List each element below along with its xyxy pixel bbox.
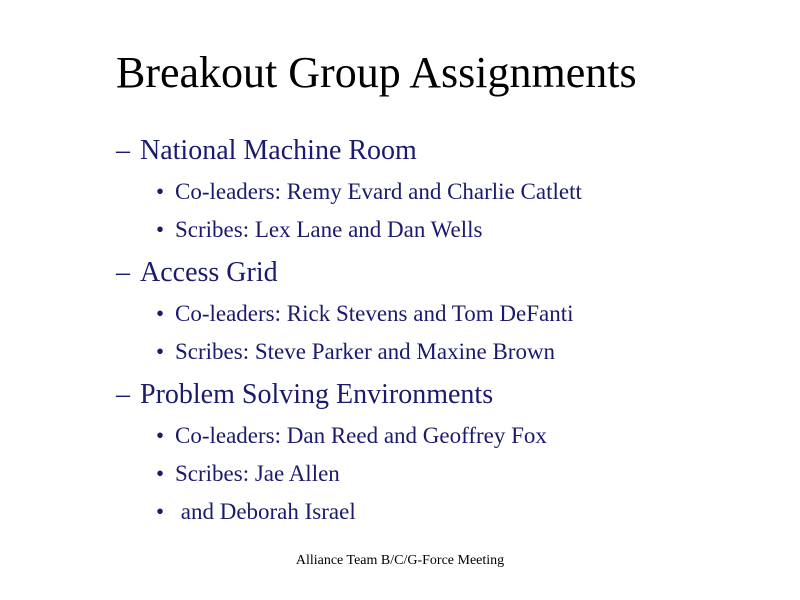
section-heading-label: Problem Solving Environments: [140, 379, 494, 410]
section-heading-access-grid: [116, 256, 278, 290]
list-item: [156, 498, 356, 526]
list-item: [156, 422, 547, 450]
section-heading-problem-solving-environments: [116, 378, 493, 412]
section-heading-label: Access Grid: [140, 257, 278, 288]
dash-marker: –: [116, 135, 130, 166]
list-item-text: Scribes: Lex Lane and Dan Wells: [175, 217, 483, 242]
bullet-marker: •: [156, 423, 165, 448]
bullet-marker: •: [156, 339, 165, 364]
list-item-text: Co-leaders: Rick Stevens and Tom DeFanti: [175, 301, 574, 326]
list-item: [156, 300, 573, 328]
list-item-text: Co-leaders: Remy Evard and Charlie Catlett: [175, 179, 582, 204]
dash-marker: –: [116, 379, 130, 410]
bullet-marker: •: [156, 217, 165, 242]
list-item: [156, 460, 340, 488]
slide-footer: Alliance Team B/C/G-Force Meeting: [295, 553, 505, 568]
slide-title: Breakout Group Assignments: [116, 48, 637, 97]
dash-marker: –: [116, 257, 130, 288]
bullet-marker: •: [156, 461, 165, 486]
list-item: [156, 338, 555, 366]
list-item: [156, 178, 582, 206]
list-item-text: Scribes: Jae Allen: [175, 461, 340, 486]
bullet-marker: •: [156, 179, 165, 204]
list-item-text: Co-leaders: Dan Reed and Geoffrey Fox: [175, 423, 547, 448]
bullet-marker: •: [156, 301, 165, 326]
section-heading-label: National Machine Room: [140, 135, 417, 166]
list-item-text: Scribes: Steve Parker and Maxine Brown: [175, 339, 556, 364]
section-heading-national-machine-room: [116, 134, 417, 168]
list-item: [156, 216, 483, 244]
bullet-marker: •: [156, 499, 165, 524]
list-item-text: and Deborah Israel: [175, 499, 356, 524]
